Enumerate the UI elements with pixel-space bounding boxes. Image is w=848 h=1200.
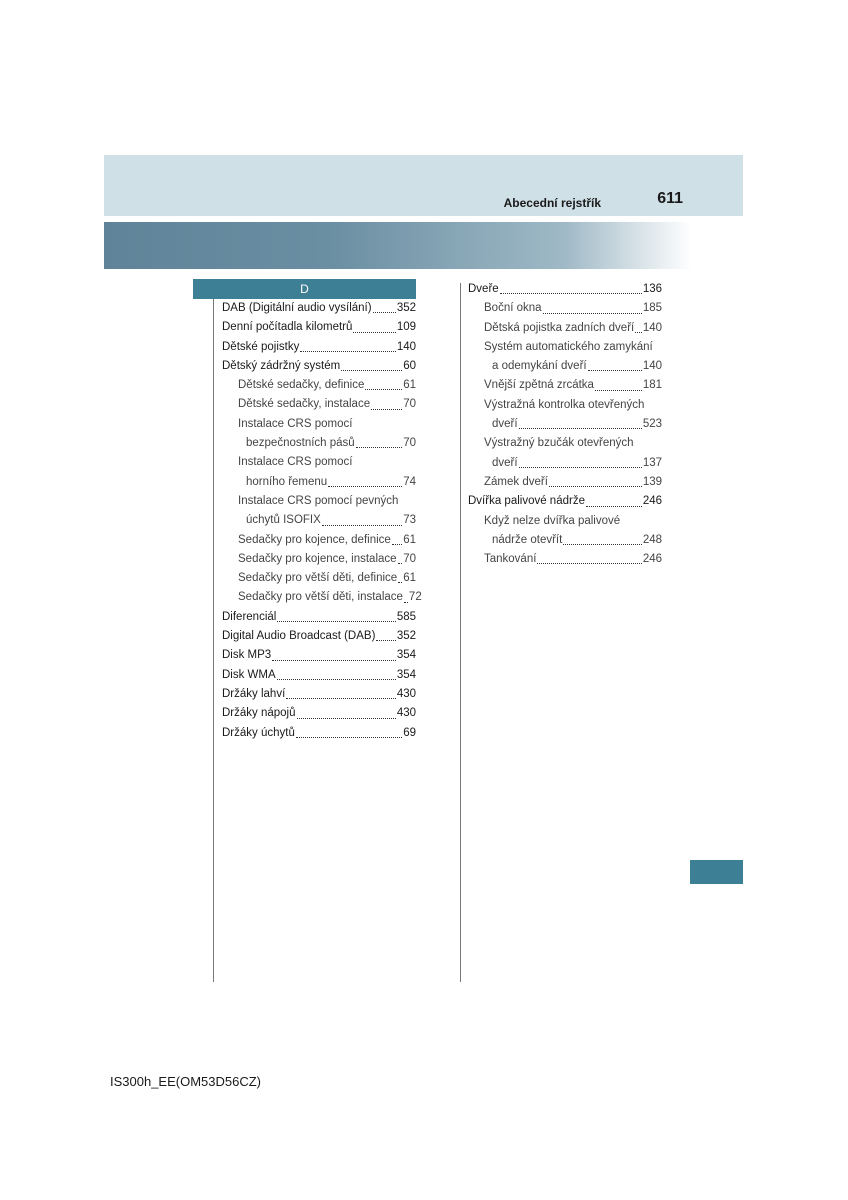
index-entry-label: Digital Audio Broadcast (DAB) — [222, 630, 376, 643]
dot-leader — [286, 698, 396, 699]
index-entry-label: Držáky lahví — [222, 687, 286, 700]
index-entry-page: 585 — [396, 610, 416, 623]
index-entry — [468, 492, 662, 511]
index-entry — [222, 627, 416, 646]
index-column-left — [222, 299, 422, 743]
index-entry-page: 181 — [642, 379, 662, 392]
index-entry-page: 185 — [642, 302, 662, 315]
dot-leader — [328, 486, 402, 487]
dot-leader — [398, 563, 403, 564]
index-entry — [238, 492, 416, 511]
index-entry — [238, 395, 416, 414]
column-divider-left — [213, 298, 214, 982]
index-entry-page: 109 — [396, 321, 416, 334]
index-entry-label: Boční okna — [484, 302, 542, 315]
index-entry-page: 354 — [396, 668, 416, 681]
index-entry-label: Instalace CRS pomocí — [238, 456, 353, 469]
index-entry-label: Instalace CRS pomocí pevných — [238, 494, 399, 507]
page-number: 611 — [657, 190, 683, 207]
index-entry-page: 61 — [403, 533, 416, 546]
index-entry — [222, 338, 416, 357]
index-entry-label: horního řemenu — [246, 475, 328, 488]
dot-leader — [588, 370, 642, 371]
column-divider-right — [460, 283, 461, 982]
index-entry-page: 70 — [403, 552, 416, 565]
index-entry — [484, 396, 662, 415]
index-entry-label: Sedačky pro kojence, instalace — [238, 552, 397, 565]
chapter-side-tab — [690, 860, 743, 884]
index-entry — [484, 512, 662, 531]
header-gradient-bar — [104, 222, 743, 269]
index-entry-label: Instalace CRS pomocí — [238, 417, 353, 430]
index-entry-page: 246 — [642, 495, 662, 508]
index-column-right — [468, 280, 662, 569]
dot-leader — [322, 525, 402, 526]
index-entry-label: bezpečnostních pásů — [246, 437, 355, 450]
index-entry-label: Sedačky pro kojence, definice — [238, 533, 391, 546]
dot-leader — [543, 313, 642, 314]
index-entry — [484, 550, 662, 569]
index-entry-page: 246 — [642, 553, 662, 566]
index-entry-label: Dvířka palivové nádrže — [468, 495, 585, 508]
index-entry — [222, 685, 416, 704]
index-entry-page: 70 — [403, 437, 416, 450]
index-entry — [222, 724, 416, 743]
index-entry-page: 139 — [642, 475, 662, 488]
index-entry-label: úchytů ISOFIX — [246, 514, 321, 527]
index-entry — [468, 280, 662, 299]
index-entry-label: Vnější zpětná zrcátka — [484, 379, 594, 392]
index-entry-label: Dětská pojistka zadních dveří — [484, 321, 635, 334]
index-entry — [238, 453, 416, 472]
index-entry — [492, 531, 662, 550]
dot-leader — [549, 486, 642, 487]
index-entry-label: Držáky nápojů — [222, 707, 296, 720]
index-entry-page: 72 — [408, 591, 422, 604]
index-entry — [246, 511, 416, 530]
section-title: Abecední rejstřík — [503, 196, 601, 210]
dot-leader — [277, 679, 396, 680]
dot-leader — [371, 409, 402, 410]
index-entry-label: Výstražný bzučák otevřených — [484, 437, 634, 450]
index-entry-page: 140 — [642, 360, 662, 373]
index-entry-page: 352 — [396, 302, 416, 314]
index-entry — [238, 588, 422, 607]
index-entry — [484, 319, 662, 338]
index-entry-label: Výstražná kontrolka otevřených — [484, 398, 645, 411]
index-entry — [222, 357, 416, 376]
index-entry — [222, 608, 416, 627]
dot-leader — [341, 370, 402, 371]
index-entry-page: 352 — [396, 630, 416, 643]
index-entry — [492, 454, 662, 473]
index-entry — [222, 666, 416, 685]
index-entry — [222, 646, 416, 665]
index-entry-page: 136 — [642, 283, 662, 295]
index-entry — [238, 550, 416, 569]
dot-leader — [353, 332, 395, 333]
index-entry-page: 523 — [642, 418, 662, 431]
index-entry — [484, 473, 662, 492]
index-entry-label: Disk MP3 — [222, 649, 272, 662]
dot-leader — [297, 718, 396, 719]
index-entry — [222, 318, 416, 337]
index-entry-page: 248 — [642, 533, 662, 546]
dot-leader — [376, 640, 395, 641]
index-entry-label: Dětský zádržný systém — [222, 359, 341, 372]
index-entry-label: Tankování — [484, 553, 537, 566]
index-entry-page: 430 — [396, 687, 416, 700]
index-entry-label: Dětské sedačky, definice — [238, 379, 365, 392]
index-entry — [222, 704, 416, 723]
footer-model-code: IS300h_EE(OM53D56CZ) — [110, 1074, 262, 1089]
dot-leader — [519, 467, 642, 468]
dot-leader — [365, 389, 402, 390]
index-entry-label: Systém automatického zamykání — [484, 340, 653, 353]
dot-leader — [586, 506, 642, 507]
index-entry-page: 61 — [403, 572, 416, 585]
index-entry-label: Zámek dveří — [484, 475, 548, 488]
index-entry-page: 60 — [403, 359, 416, 372]
dot-leader — [404, 602, 408, 603]
index-entry-label: Diferenciál — [222, 610, 277, 623]
index-entry-page: 140 — [642, 321, 662, 334]
header-band — [104, 155, 743, 216]
dot-leader — [635, 332, 642, 333]
index-entry-label: Držáky úchytů — [222, 726, 295, 739]
dot-leader — [300, 351, 395, 352]
index-entry-page: 354 — [396, 649, 416, 662]
index-entry — [492, 415, 662, 434]
index-entry-label: Dětské sedačky, instalace — [238, 398, 371, 411]
index-entry-label: Sedačky pro větší děti, definice — [238, 572, 398, 585]
dot-leader — [563, 544, 641, 545]
index-letter-tab: D — [193, 279, 416, 299]
index-entry — [238, 376, 416, 395]
index-entry-label: Dětské pojistky — [222, 340, 300, 353]
dot-leader — [277, 621, 395, 622]
index-entry — [492, 357, 662, 376]
dot-leader — [272, 660, 396, 661]
index-entry — [238, 531, 416, 550]
index-entry — [222, 299, 416, 318]
index-entry-label: Disk WMA — [222, 668, 276, 681]
index-entry — [484, 299, 662, 318]
index-entry-page: 73 — [403, 514, 416, 527]
dot-leader — [595, 390, 642, 391]
index-entry-page: 70 — [403, 398, 416, 411]
index-entry-label: a odemykání dveří — [492, 360, 587, 373]
index-entry — [484, 434, 662, 453]
dot-leader — [500, 293, 642, 294]
index-entry — [238, 569, 416, 588]
dot-leader — [356, 447, 403, 448]
dot-leader — [537, 563, 641, 564]
index-entry-label: Denní počítadla kilometrů — [222, 321, 353, 334]
index-entry-label: Když nelze dvířka palivové — [484, 514, 621, 527]
index-entry-page: 137 — [642, 456, 662, 469]
dot-leader — [519, 428, 642, 429]
dot-leader — [373, 312, 396, 313]
index-entry-page: 74 — [403, 475, 416, 488]
index-entry — [246, 434, 416, 453]
index-entry-label: dveří — [492, 456, 518, 469]
index-entry — [238, 415, 416, 434]
dot-leader — [392, 544, 402, 545]
index-entry — [484, 376, 662, 395]
index-entry-label: dveří — [492, 418, 518, 431]
index-entry-page: 140 — [396, 340, 416, 353]
index-entry-label: Sedačky pro větší děti, instalace — [238, 591, 403, 604]
index-entry-label: nádrže otevřít — [492, 533, 563, 546]
index-entry-page: 61 — [403, 379, 416, 392]
index-entry-page: 430 — [396, 707, 416, 720]
index-entry-page: 69 — [403, 726, 416, 739]
dot-leader — [296, 737, 402, 738]
dot-leader — [398, 582, 402, 583]
index-entry-label: DAB (Digitální audio vysílání) — [222, 302, 372, 314]
index-entry — [246, 473, 416, 492]
index-entry-label: Dveře — [468, 283, 499, 295]
index-entry — [484, 338, 662, 357]
